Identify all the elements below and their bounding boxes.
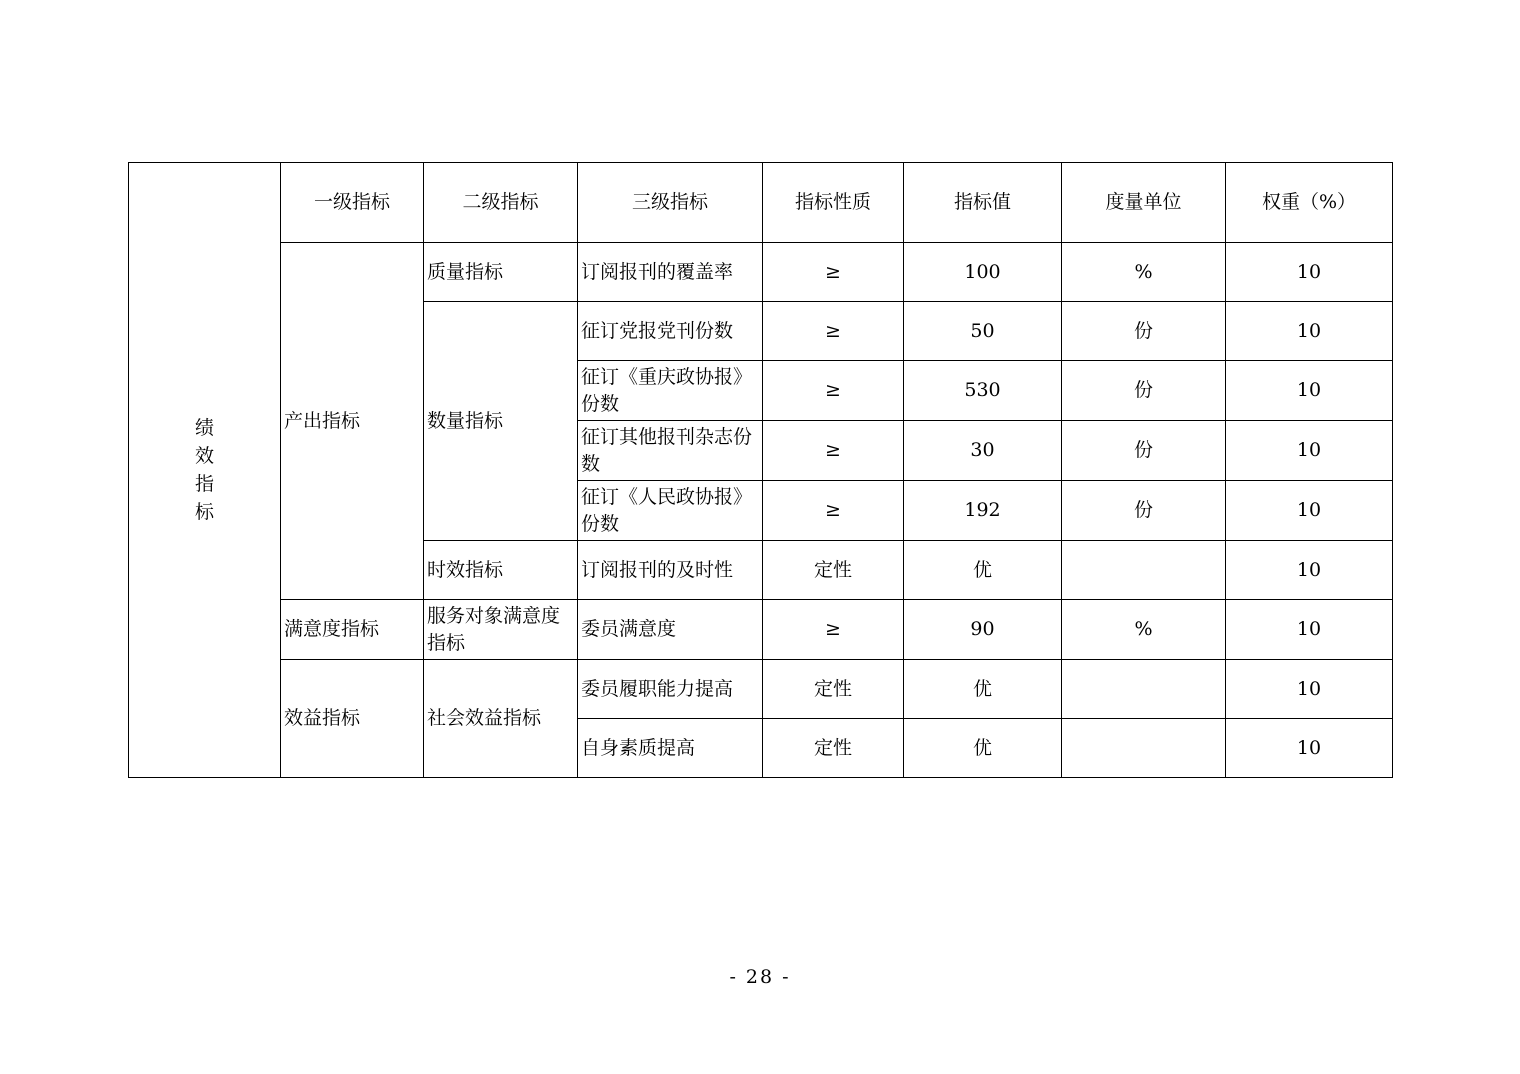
group-satisfaction: 满意度指标 [281,600,424,660]
unit-cell [1062,719,1226,778]
indicator-cell: 自身素质提高 [578,719,763,778]
table-row [129,600,1393,660]
nature-cell: ≥ [763,600,904,660]
indicator-cell: 征订《人民政协报》份数 [578,481,763,541]
weight-cell: 10 [1226,600,1393,660]
value-cell: 优 [904,660,1062,719]
weight-cell: 10 [1226,481,1393,541]
subgroup-quantity: 数量指标 [424,302,578,541]
unit-cell [1062,541,1226,600]
value-cell: 530 [904,361,1062,421]
unit-cell: % [1062,600,1226,660]
weight-cell: 10 [1226,541,1393,600]
group-benefit: 效益指标 [281,660,424,778]
table-row [129,243,1393,302]
weight-cell: 10 [1226,719,1393,778]
nature-cell: ≥ [763,302,904,361]
value-cell: 90 [904,600,1062,660]
header-level1: 一级指标 [281,163,424,243]
value-cell: 优 [904,719,1062,778]
section-label-cell [129,163,281,778]
performance-indicator-table [128,162,1393,778]
weight-cell: 10 [1226,361,1393,421]
nature-cell: 定性 [763,660,904,719]
indicator-cell: 订阅报刊的覆盖率 [578,243,763,302]
value-cell: 192 [904,481,1062,541]
weight-cell: 10 [1226,243,1393,302]
nature-cell: ≥ [763,361,904,421]
unit-cell: 份 [1062,421,1226,481]
unit-cell: % [1062,243,1226,302]
indicator-cell: 征订党报党刊份数 [578,302,763,361]
value-cell: 100 [904,243,1062,302]
nature-cell: ≥ [763,481,904,541]
nature-cell: ≥ [763,421,904,481]
page-number: - 28 - [729,966,791,988]
value-cell: 30 [904,421,1062,481]
nature-cell: 定性 [763,541,904,600]
nature-cell: ≥ [763,243,904,302]
unit-cell: 份 [1062,302,1226,361]
section-label: 绩效指标 [194,417,214,523]
indicator-cell: 委员履职能力提高 [578,660,763,719]
unit-cell [1062,660,1226,719]
indicator-cell: 委员满意度 [578,600,763,660]
group-output: 产出指标 [281,243,424,600]
header-level2: 二级指标 [424,163,578,243]
indicator-cell: 征订《重庆政协报》份数 [578,361,763,421]
indicator-cell: 订阅报刊的及时性 [578,541,763,600]
subgroup-service-satisfaction: 服务对象满意度指标 [424,600,578,660]
unit-cell: 份 [1062,361,1226,421]
header-nature: 指标性质 [763,163,904,243]
header-row [129,163,1393,243]
header-level3: 三级指标 [578,163,763,243]
unit-cell: 份 [1062,481,1226,541]
header-unit: 度量单位 [1062,163,1226,243]
value-cell: 优 [904,541,1062,600]
indicator-cell: 征订其他报刊杂志份数 [578,421,763,481]
header-weight: 权重（%） [1226,163,1393,243]
table-row [129,660,1393,719]
header-value: 指标值 [904,163,1062,243]
subgroup-quality: 质量指标 [424,243,578,302]
subgroup-timeliness: 时效指标 [424,541,578,600]
value-cell: 50 [904,302,1062,361]
nature-cell: 定性 [763,719,904,778]
weight-cell: 10 [1226,660,1393,719]
weight-cell: 10 [1226,302,1393,361]
subgroup-social-benefit: 社会效益指标 [424,660,578,778]
weight-cell: 10 [1226,421,1393,481]
